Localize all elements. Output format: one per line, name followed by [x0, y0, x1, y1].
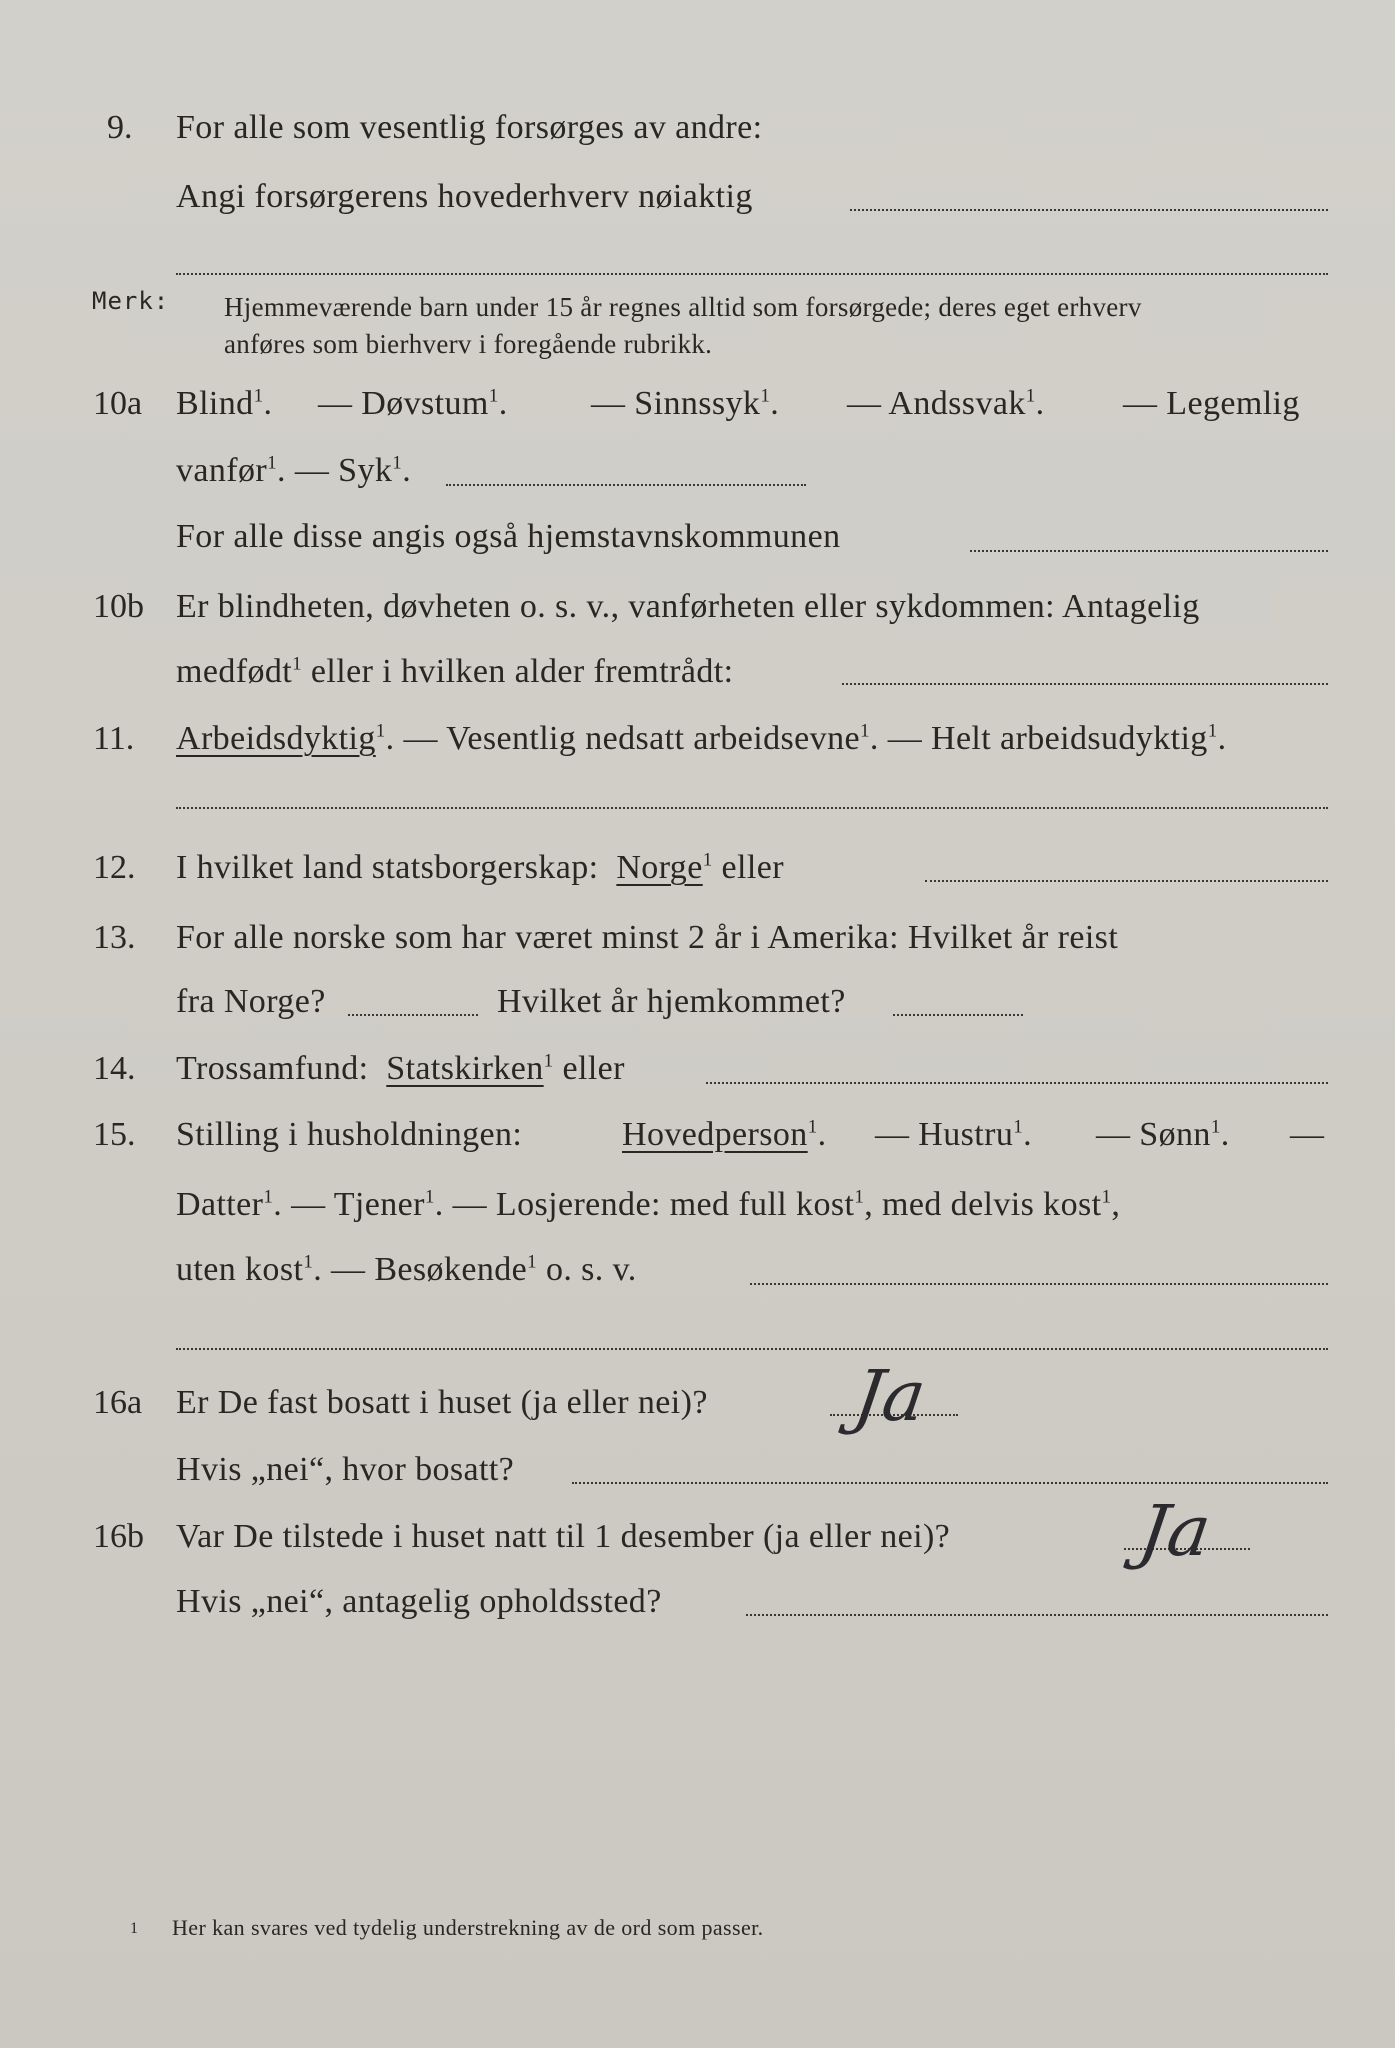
q16b-line2: Hvis „nei“, antagelig opholdssted? — [176, 1583, 662, 1620]
q10a-vanfor: vanfør$^1$. — Syk$^1$. — [176, 452, 412, 489]
footnote-mark: 1 — [130, 1920, 139, 1937]
q16a-handwritten-answer: Ja — [849, 1355, 931, 1437]
q15-hovedperson: Hovedperson$^1$. — [622, 1116, 827, 1153]
q16a-line1: Er De fast bosatt i huset (ja eller nei)? — [176, 1384, 708, 1421]
q13-line1: For alle norske som har været minst 2 år i Amerika: Hvilket år reist — [176, 919, 1119, 956]
q15-line2: Datter$^1$. — Tjener$^1$. — Losjerende: med full kost$^1$, med delvis kost$^1$, — [176, 1186, 1121, 1223]
q11-number: 11. — [93, 720, 135, 757]
q10a-number: 10a — [93, 385, 143, 422]
q10b-number: 10b — [93, 588, 144, 625]
q10a-sinnssyk: — Sinnssyk$^1$. — [591, 385, 780, 422]
q10a-syk-field[interactable] — [446, 484, 806, 486]
q13-hjemkommet-field[interactable] — [893, 1014, 1023, 1016]
footnote-text: Her kan svares ved tydelig understrekning av de ord som passer. — [172, 1915, 764, 1940]
q15-dash: — — [1290, 1116, 1325, 1153]
q15-stilling: Stilling i husholdningen: — [176, 1116, 523, 1153]
q10a-andssvak: — Andssvak$^1$. — [847, 385, 1045, 422]
q16a-bosatt-field[interactable] — [572, 1482, 1328, 1484]
q12-text: I hvilket land statsborgerskap: Norge$^1$ eller — [176, 849, 784, 886]
q10a-dovstum: — Døvstum$^1$. — [318, 385, 508, 422]
q16b-opholdssted-field[interactable] — [746, 1614, 1328, 1616]
q10b-alder-field[interactable] — [842, 683, 1328, 685]
q10a-line3: For alle disse angis også hjemstavnskommunen — [176, 518, 841, 555]
q16a-line2: Hvis „nei“, hvor bosatt? — [176, 1451, 515, 1488]
merk-label: Merk: — [92, 287, 170, 315]
q15-sonn: — Sønn$^1$. — [1096, 1116, 1230, 1153]
q12-land-field[interactable] — [925, 880, 1328, 882]
q15-answer-line[interactable] — [176, 1348, 1328, 1350]
q15-line3: uten kost$^1$. — Besøkende$^1$ o. s. v. — [176, 1251, 637, 1288]
q12-number: 12. — [93, 849, 136, 886]
q10a-legemlig: — Legemlig — [1123, 385, 1300, 422]
q15-stilling-field[interactable] — [750, 1283, 1328, 1285]
q13-hjemkommet: Hvilket år hjemkommet? — [497, 983, 846, 1020]
q15-number: 15. — [93, 1116, 136, 1153]
q14-statskirken-underlined: Statskirken — [386, 1050, 544, 1087]
q9-line2: Angi forsørgerens hovederhverv nøiaktig — [176, 178, 753, 215]
q10a-blind: Blind$^1$. — [176, 385, 273, 422]
q16b-handwritten-answer: Ja — [1134, 1490, 1216, 1572]
q11-arbeidsdyktig-underlined: Arbeidsdyktig — [176, 720, 376, 757]
q16b-number: 16b — [93, 1518, 144, 1555]
q10b-line2: medfødt$^1$ eller i hvilken alder fremtrådt: — [176, 653, 734, 690]
q10a-hjemstavn-field[interactable] — [970, 550, 1328, 552]
q16b-line1: Var De tilstede i huset natt til 1 desember (ja eller nei)? — [176, 1518, 951, 1555]
q14-number: 14. — [93, 1050, 136, 1087]
q13-fra-norge: fra Norge? — [176, 983, 326, 1020]
q16a-number: 16a — [93, 1384, 143, 1421]
q11-answer-line[interactable] — [176, 807, 1328, 809]
q9-number: 9. — [107, 109, 133, 146]
merk-line1: Hjemmeværende barn under 15 år regnes alltid som forsørgede; deres eget erhverv — [224, 292, 1142, 322]
q14-trossamfund-field[interactable] — [706, 1082, 1328, 1084]
q11-options: Arbeidsdyktig$^1$. — Vesentlig nedsatt arbeidsevne$^1$. — Helt arbeidsudyktig$^1$. — [176, 720, 1227, 757]
q15-hustru: — Hustru$^1$. — [875, 1116, 1033, 1153]
q13-reist-field[interactable] — [348, 1014, 478, 1016]
q13-number: 13. — [93, 919, 136, 956]
q12-norge-underlined: Norge — [616, 849, 703, 886]
merk-line2: anføres som bierhverv i foregående rubrikk. — [224, 329, 713, 359]
q9-answer-field[interactable] — [850, 209, 1328, 211]
q10b-line1: Er blindheten, døvheten o. s. v., vanførheten eller sykdommen: Antagelig — [176, 588, 1200, 625]
q15-hovedperson-underlined: Hovedperson — [622, 1116, 808, 1153]
q14-text: Trossamfund: Statskirken$^1$ eller — [176, 1050, 625, 1087]
q9-line1: For alle som vesentlig forsørges av andre: — [176, 109, 763, 146]
q9-answer-line2[interactable] — [176, 273, 1328, 275]
